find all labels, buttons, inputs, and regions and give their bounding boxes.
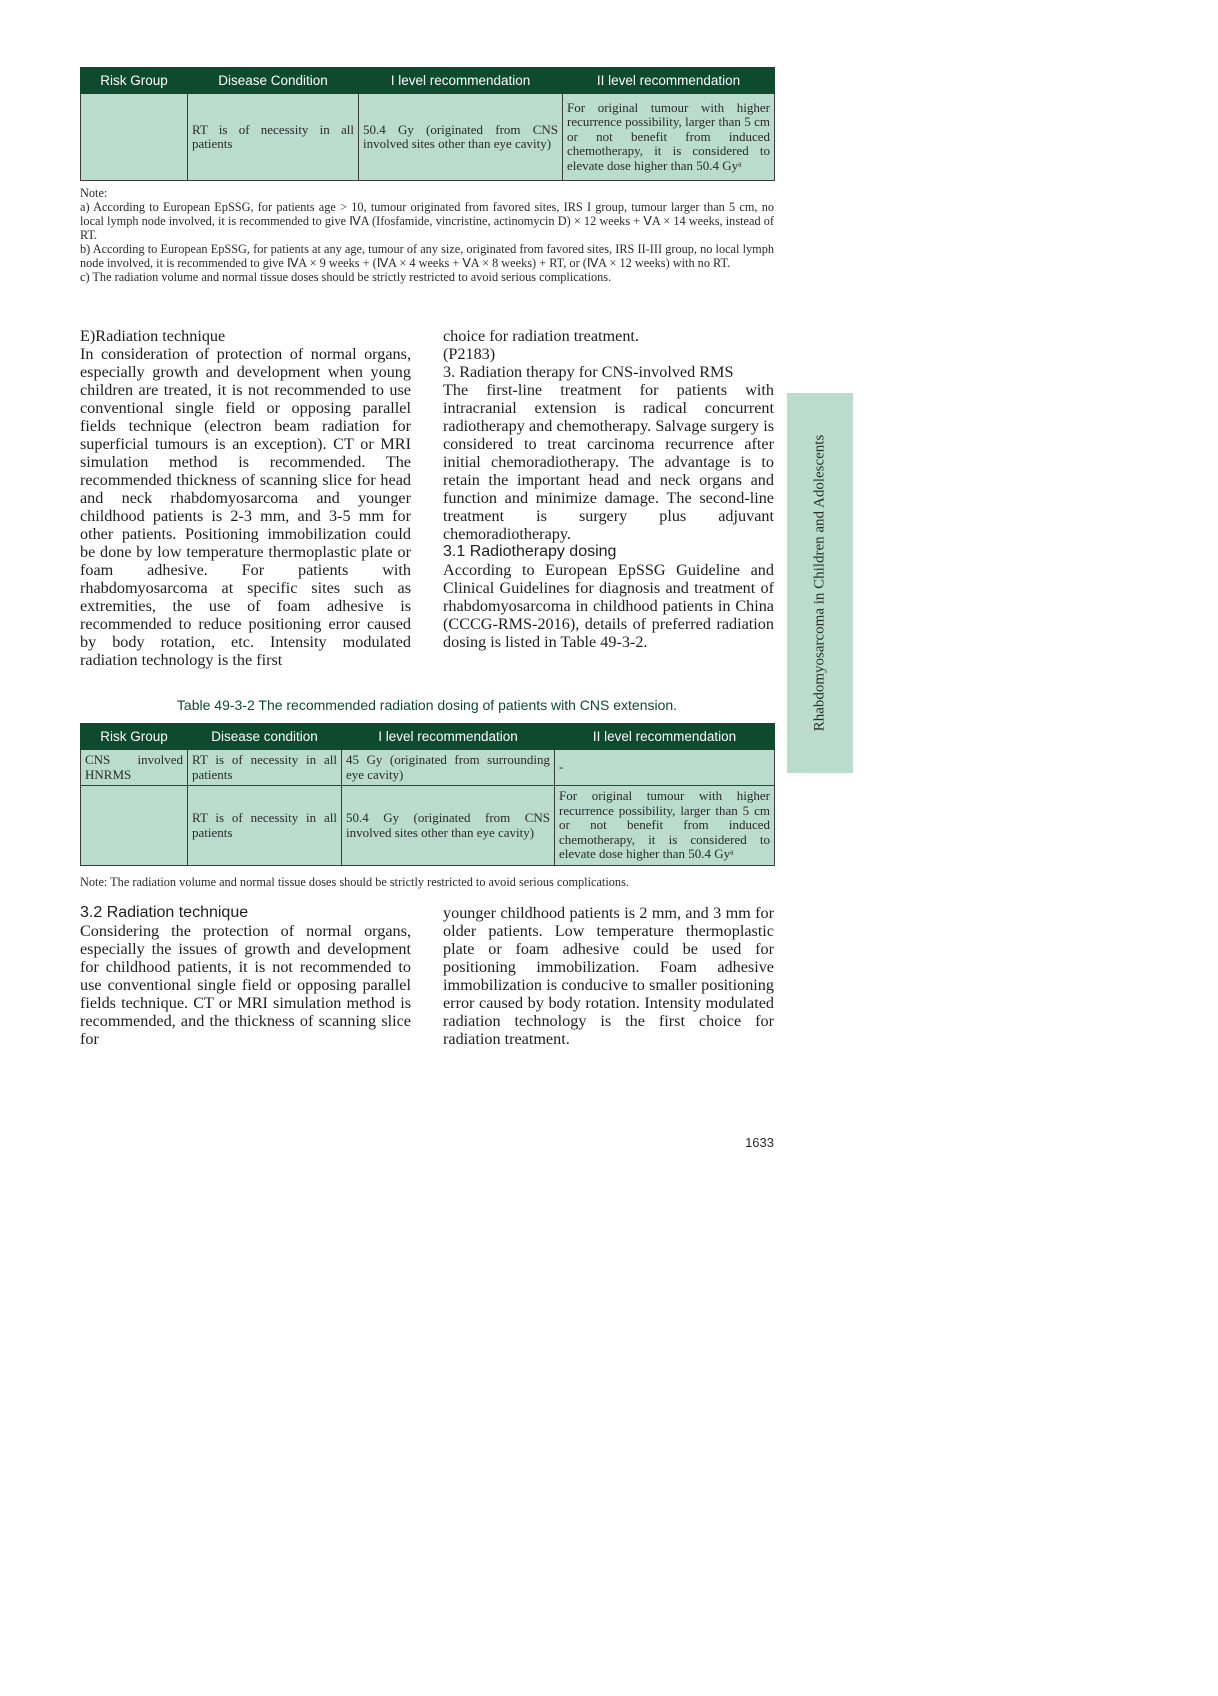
chapter-side-tab-label: Rhabdomyosarcoma in Children and Adolescents (811, 434, 828, 732)
cell-level-1: 50.4 Gy (originated from CNS involved sites other than eye cavity) (342, 786, 555, 866)
table-2-note: Note: The radiation volume and normal tissue doses should be strictly restricted to avoid serious complications. (80, 875, 629, 889)
section-heading-e: E)Radiation technique (80, 327, 226, 345)
cell-level-2: - (555, 750, 775, 786)
note-b: b) According to European EpSSG, for patients at any age, tumour of any size, originated from favored sites, IRS II-III group, no local lymph node involved, it is recommended to give ⅣA × 9 weeks + (ⅣA × 4 weeks + ⅤA × 8 weeks) + RT, or (ⅣA × 12 weeks) with no RT. (80, 242, 774, 270)
cell-disease-condition: RT is of necessity in all patients (188, 94, 359, 181)
cell-level-2: For original tumour with higher recurrence possibility, larger than 5 cm or not benefit from induced chemotherapy, it is considered to elevate dose higher than 50.4 Gyᵃ (563, 94, 775, 181)
paragraph: younger childhood patients is 2 mm, and 3 mm for older patients. Low temperature thermoplastic plate or foam adhesive could be used for positioning immobilization. Foam adhesive immobilization is conducive to smaller positioning error caused by body rotation. Intensity modulated radiation technology is the first choice for radiation treatment. (443, 904, 774, 1048)
cell-level-2: For original tumour with higher recurrence possibility, larger than 5 cm or not benefit from induced chemotherapy, it is considered to elevate dose higher than 50.4 Gyᵃ (555, 786, 775, 866)
paragraph-continued: choice for radiation treatment. (443, 327, 639, 345)
table-row (81, 750, 775, 786)
header-level-1: I level recommendation (342, 724, 555, 750)
table-row (81, 94, 775, 181)
header-risk-group: Risk Group (81, 724, 188, 750)
right-column-1 (443, 327, 774, 651)
dosing-table-2 (80, 723, 775, 866)
note-heading: Note: (80, 186, 108, 200)
dosing-table-1 (80, 67, 775, 181)
table-notes (80, 186, 774, 284)
table-header-row (81, 724, 775, 750)
left-column-2 (80, 904, 411, 1048)
note-a: a) According to European EpSSG, for patients age > 10, tumour originated from favored sites, IRS I group, tumour larger than 5 cm, no local lymph node involved, it is recommended to give ⅣA (Ifosfamide, vincristine, actinomycin D) × 12 weeks + ⅤA × 14 weeks, instead of RT. (80, 200, 774, 242)
header-disease-condition: Disease condition (188, 724, 342, 750)
paragraph: The first-line treatment for patients with intracranial extension is radical concurrent radiotherapy and chemotherapy. Salvage surgery is considered to treat carcinoma recurrence after initial chemoradiotherapy. The advantage is to retain the important head and neck organs and function and minimize damage. The second-line treatment is surgery plus adjuvant chemoradiotherapy. (443, 381, 774, 543)
note-c: c) The radiation volume and normal tissue doses should be strictly restricted to avoid serious complications. (80, 270, 612, 284)
section-heading-3: 3. Radiation therapy for CNS-involved RMS (443, 363, 734, 381)
header-disease-condition: Disease Condition (188, 68, 359, 94)
header-level-1: I level recommendation (359, 68, 563, 94)
cell-level-1: 45 Gy (originated from surrounding eye cavity) (342, 750, 555, 786)
paragraph: Considering the protection of normal organs, especially the issues of growth and development for childhood patients, it is not recommended to use conventional single field or opposing parallel fields technique. CT or MRI simulation method is recommended, and the thickness of scanning slice for (80, 922, 411, 1048)
page-reference: (P2183) (443, 345, 496, 363)
paragraph: According to European EpSSG Guideline and Clinical Guidelines for diagnosis and treatment of rhabdomyosarcoma in childhood patients in China (CCCG-RMS-2016), details of preferred radiation dosing is listed in Table 49-3-2. (443, 561, 774, 651)
table-caption: Table 49-3-2 The recommended radiation dosing of patients with CNS extension. (176, 697, 678, 713)
cell-risk-group (81, 786, 188, 866)
cell-risk-group (81, 94, 188, 181)
table-row (81, 786, 775, 866)
header-risk-group: Risk Group (81, 68, 188, 94)
cell-risk-group: CNS involved HNRMS (81, 750, 188, 786)
subsection-heading-3-2: 3.2 Radiation technique (80, 904, 249, 921)
table-header-row (81, 68, 775, 94)
cell-level-1: 50.4 Gy (originated from CNS involved sites other than eye cavity) (359, 94, 563, 181)
subsection-heading-3-1: 3.1 Radiotherapy dosing (443, 543, 617, 560)
cell-disease-condition: RT is of necessity in all patients (188, 786, 342, 866)
paragraph: In consideration of protection of normal organs, especially growth and development when young children are treated, it is not recommended to use conventional single field or opposing parallel fields technique (electron beam radiation for superficial tumours is an exception). CT or MRI simulation method is recommended. The recommended thickness of scanning slice for head and neck rhabdomyosarcoma and younger childhood patients is 2-3 mm, and 3-5 mm for other patients. Positioning immobilization could be done by low temperature thermoplastic plate or foam adhesive. For patients with rhabdomyosarcoma at specific sites such as extremities, the use of foam adhesive is recommended to reduce positioning error caused by body rotation, etc. Intensity modulated radiation technology is the first (80, 345, 411, 669)
left-column-1 (80, 327, 411, 669)
header-level-2: II level recommendation (555, 724, 775, 750)
cell-disease-condition: RT is of necessity in all patients (188, 750, 342, 786)
page-number: 1633 (745, 1135, 774, 1150)
header-level-2: II level recommendation (563, 68, 775, 94)
right-column-2 (443, 904, 774, 1048)
